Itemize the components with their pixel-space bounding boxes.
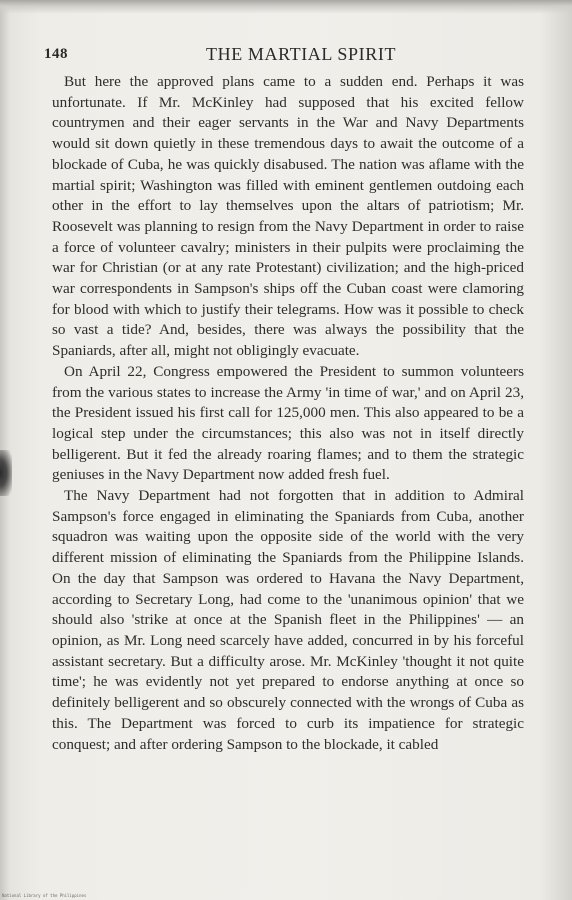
page-number: 148 — [44, 46, 68, 62]
body-text — [52, 72, 524, 755]
paragraph-1: But here the approved plans came to a sudden end. Perhaps it was unfortunate. If Mr. McKinley had supposed that his excited fellow countrymen and their eager servants in the War and Navy Departments would sit down quietly in these tremendous days to await the outcome of a blockade of Cuba, he was quickly disabused. The nation was aflame with the martial spirit; Washington was filled with eminent gentlemen outdoing each other in the effort to lay themselves upon the altars of patriotism; Mr. Roosevelt was planning to resign from the Navy Department in order to raise a force of volunteer cavalry; ministers in their pulpits were proclaiming the war for Christian (or at any rate Protestant) civilization; and the high-priced war correspondents in Sampson's ships off the Cuban coast were clamoring for blood with which to justify their telegrams. How was it possible to check so vast a tide? And, besides, there was always the possibility that the Spaniards, after all, might not obligingly evacuate. — [52, 73, 524, 360]
library-stamp: National Library of the Philippines — [2, 893, 87, 898]
page-top-shadow — [0, 0, 572, 14]
page-header — [44, 44, 522, 66]
paragraph-3: The Navy Department had not forgotten that in addition to Admiral Sampson's force engaged in eliminating the Spaniards from Cuba, another squadron was waiting upon the opposite side of the world with the very different mission of eliminating the Spaniards from the Philippine Islands. On the day that Sampson was ordered to Havana the Navy Department, according to Secretary Long, had come to the 'unanimous opinion' that we should also 'strike at once at the Spanish fleet in the Philippines' — an opinion, as Mr. Long need scarcely have added, concurred in by his forceful assistant secretary. But a difficulty arose. Mr. McKinley 'thought it not quite time'; he was evidently not yet prepared to endorse anything at once so definitely belligerent and so obscurely connected with the wrongs of Cuba as this. The Department was forced to curb its impatience for strategic conquest; and after ordering Sampson to the blockade, it cabled — [52, 487, 524, 753]
binding-mark — [0, 450, 12, 496]
running-head: THE MARTIAL SPIRIT — [206, 44, 397, 64]
paragraph-2: On April 22, Congress empowered the President to summon volunteers from the various states to increase the Army 'in time of war,' and on April 23, the President issued his first call for 125,000 men. This also appeared to be a logical step under the circumstances; this also was not in itself directly belligerent. But it fed the already roaring flames; and to them the strategic geniuses in the Navy Department now added fresh fuel. — [52, 362, 524, 484]
